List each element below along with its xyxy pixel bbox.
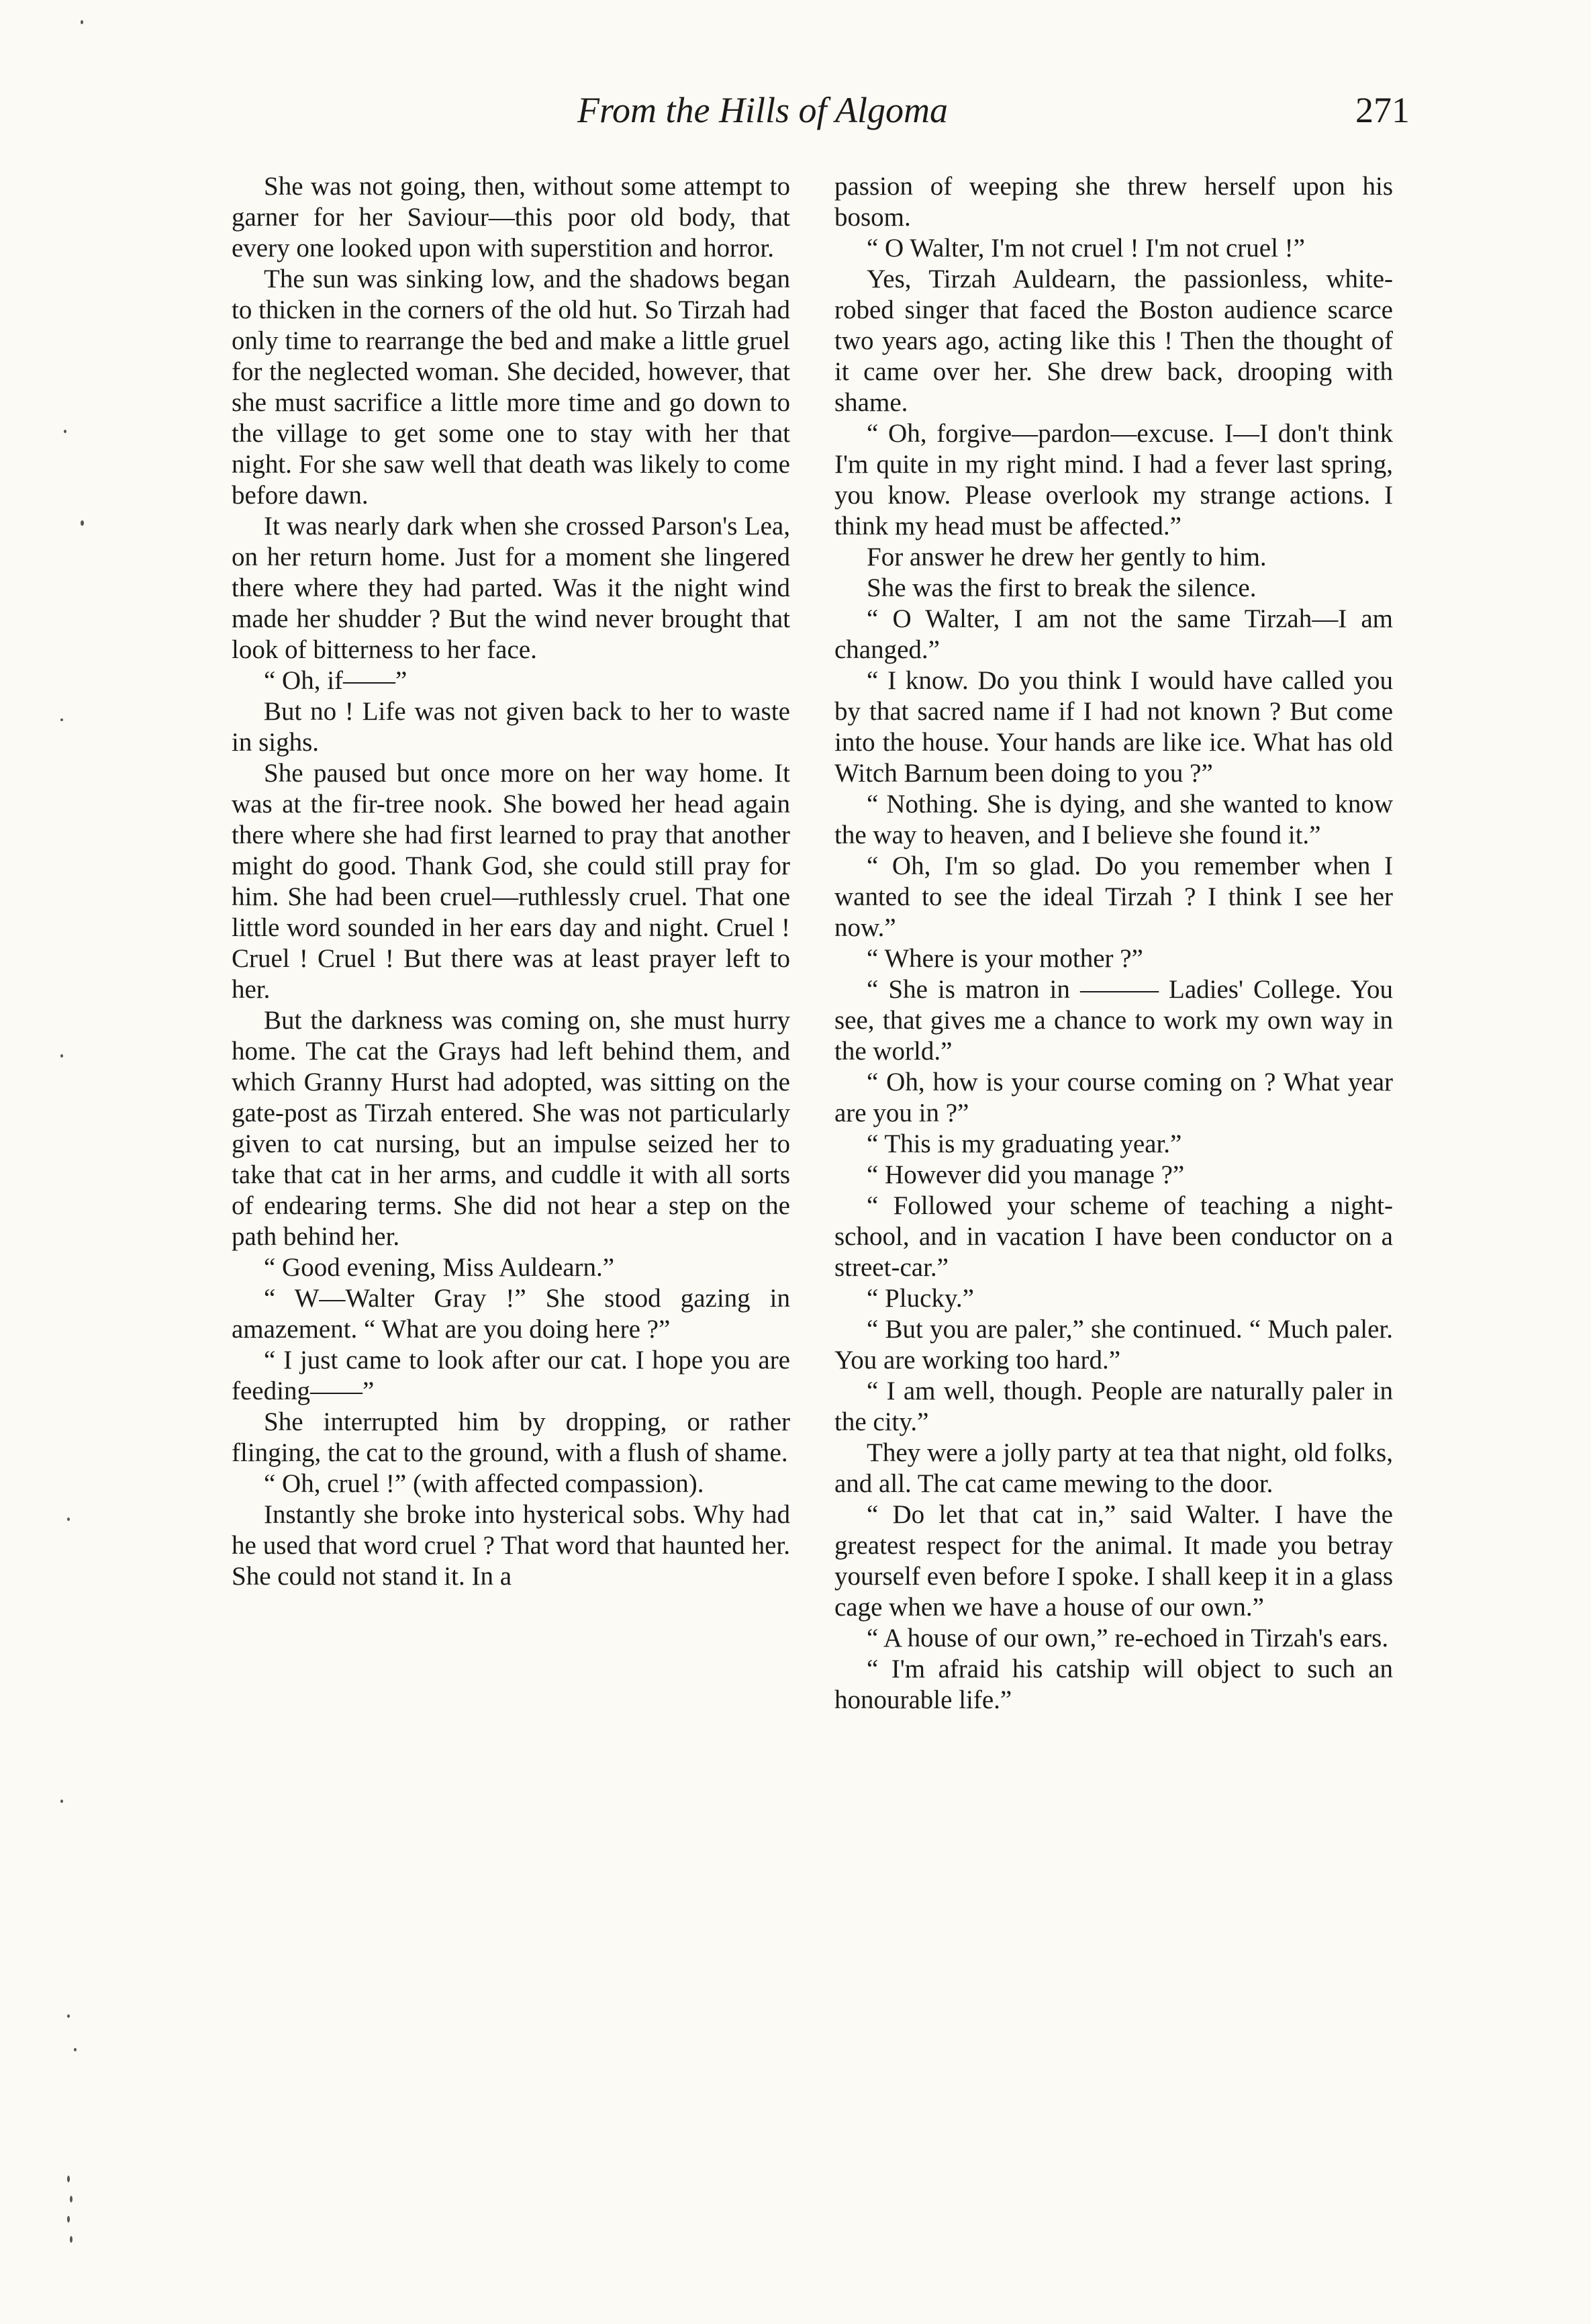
paragraph: She paused but once more on her way home. It was at the fir-tree nook. She bowed her head again there where she had first learned to pray that another might do good. Thank God, she could still pray for him. She had been cruel—ruthlessly cruel. That one little word sounded in her ears day and night. Cruel ! Cruel ! Cruel ! But there was at least prayer left to her.	[232, 759, 790, 1004]
paragraph: “ Good evening, Miss Auldearn.”	[264, 1253, 615, 1282]
paragraph: “ I'm afraid his catship will object to such an honourable life.”	[834, 1655, 1393, 1714]
paragraph: The sun was sinking low, and the shadows began to thicken in the corners of the old hut. So Tirzah had only time to rearrange the bed and make a little gruel for the neglected woman. She decided, however, that she must sacrifice a little more time and go down to the village to get some one to stay with her that night. For she saw well that death was likely to come before dawn.	[232, 265, 790, 510]
running-head: From the Hills of Algoma	[577, 90, 948, 130]
right-column	[834, 171, 1393, 1716]
paragraph: “ This is my graduating year.”	[867, 1129, 1182, 1158]
paragraph: She was the first to break the silence.	[867, 573, 1257, 602]
paragraph: “ I am well, though. People are naturally paler in the city.”	[834, 1377, 1393, 1436]
left-column	[232, 171, 790, 1592]
scan-margin-specks	[40, 0, 94, 2324]
paragraph: It was nearly dark when she crossed Parson's Lea, on her return home. Just for a moment she lingered there where they had parted. Was it the night wind made her shudder ? But the wind never brought that look of bitterness to her face.	[232, 512, 790, 664]
paragraph: But the darkness was coming on, she must hurry home. The cat the Grays had left behind them, and which Granny Hurst had adopted, was sitting on the gate-post as Tirzah entered. She was not particularly given to cat nursing, but an impulse seized her to take that cat in her arms, and cuddle it with all sorts of endearing terms. She did not hear a step on the path behind her.	[232, 1006, 790, 1251]
paragraph: “ O Walter, I am not the same Tirzah—I am changed.”	[834, 604, 1393, 664]
page-header	[577, 83, 1410, 144]
paragraph: “ Plucky.”	[867, 1284, 974, 1313]
paragraph: “ Followed your scheme of teaching a night-school, and in vacation I have been conductor on a street-car.”	[834, 1191, 1393, 1282]
paragraph: “ Oh, I'm so glad. Do you remember when I wanted to see the ideal Tirzah ? I think I see her now.”	[834, 851, 1393, 942]
paragraph: “ Oh, forgive—pardon—excuse. I—I don't think I'm quite in my right mind. I had a fever last spring, you know. Please overlook my strange actions. I think my head must be affected.”	[834, 419, 1393, 541]
paragraph: “ Oh, how is your course coming on ? What year are you in ?”	[834, 1068, 1393, 1127]
paragraph: “ I just came to look after our cat. I hope you are feeding——”	[232, 1346, 790, 1405]
paragraph: She was not going, then, without some attempt to garner for her Saviour—this poor old body, that every one looked upon with superstition and horror.	[232, 172, 790, 263]
paragraph: “ Nothing. She is dying, and she wanted to know the way to heaven, and I believe she found it.”	[834, 790, 1393, 849]
paragraph: For answer he drew her gently to him.	[867, 543, 1267, 571]
paragraph: “ Oh, cruel !” (with affected compassion).	[264, 1469, 704, 1498]
paragraph: “ But you are paler,” she continued. “ Much paler. You are working too hard.”	[834, 1315, 1393, 1375]
paragraph: “ W—Walter Gray !” She stood gazing in amazement. “ What are you doing here ?”	[232, 1284, 790, 1344]
paragraph: “ Do let that cat in,” said Walter. I have the greatest respect for the animal. It made you betray yourself even before I spoke. I shall keep it in a glass cage when we have a house of our own.”	[834, 1500, 1393, 1622]
paragraph: passion of weeping she threw herself upon his bosom.	[834, 172, 1393, 232]
paragraph: Instantly she broke into hysterical sobs. Why had he used that word cruel ? That word that haunted her. She could not stand it. In a	[232, 1500, 790, 1591]
paragraph: Yes, Tirzah Auldearn, the passionless, white-robed singer that faced the Boston audience scarce two years ago, acting like this ! Then the thought of it came over her. She drew back, drooping with shame.	[834, 265, 1393, 417]
paragraph: “ However did you manage ?”	[867, 1160, 1185, 1189]
paragraph: They were a jolly party at tea that night, old folks, and all. The cat came mewing to the door.	[834, 1438, 1393, 1498]
paragraph: “ Oh, if——”	[264, 666, 407, 695]
paragraph: She interrupted him by dropping, or rather flinging, the cat to the ground, with a flush of shame.	[232, 1407, 790, 1467]
paragraph: “ O Walter, I'm not cruel ! I'm not cruel !”	[867, 234, 1305, 263]
paragraph: “ She is matron in ——— Ladies' College. You see, that gives me a chance to work my own way in the world.”	[834, 975, 1393, 1066]
paragraph: “ A house of our own,” re-echoed in Tirzah's ears.	[867, 1624, 1389, 1653]
page-number: 271	[1355, 90, 1410, 130]
paragraph: But no ! Life was not given back to her to waste in sighs.	[232, 697, 790, 757]
paragraph: “ I know. Do you think I would have called you by that sacred name if I had not known ? But come into the house. Your hands are like ice. What has old Witch Barnum been doing to you ?”	[834, 666, 1393, 788]
paragraph: “ Where is your mother ?”	[867, 944, 1143, 973]
